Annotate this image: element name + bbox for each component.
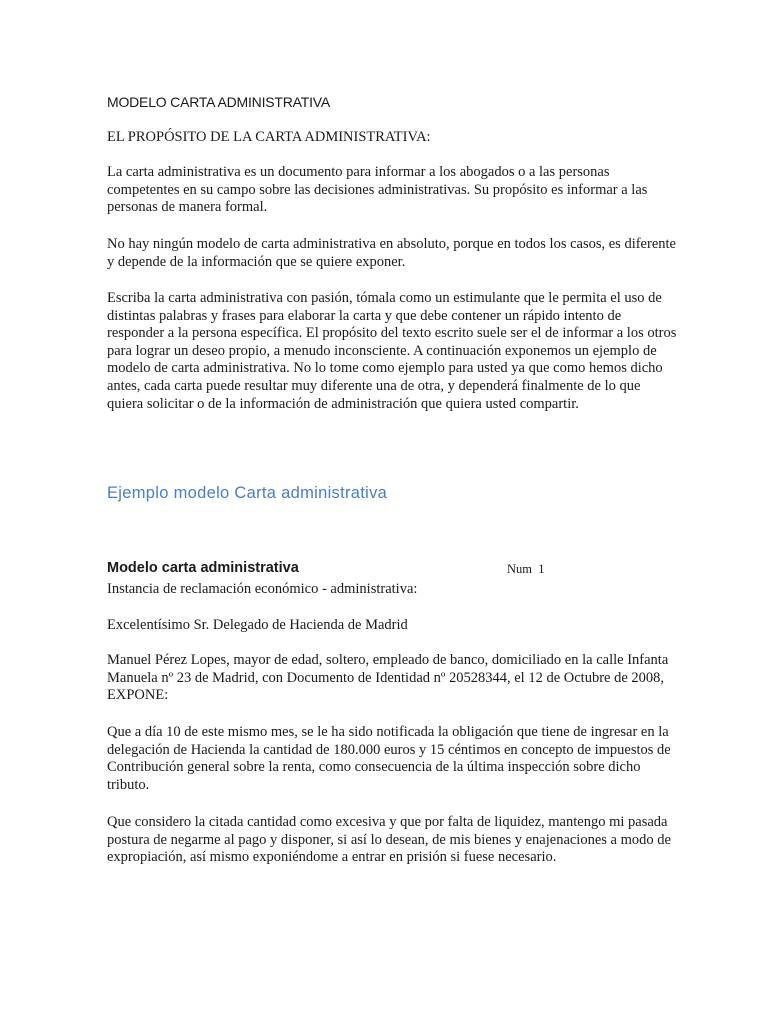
model-subtitle: Instancia de reclamación económico - administrativa:	[107, 581, 418, 597]
paragraph-writing-advice: Escriba la carta administrativa con pasión, tómala como un estimulante que le permita el uso de distintas palabras y frases para elaborar la carta y que debe contener un rápido intento de responder a la persona específica. El propósito del texto escrito suele ser el de informar a los otros para lograr un deseo propio, a menudo inconsciente. A continuación exponemos un ejemplo de modelo de carta administrativa. No lo tome como ejemplo para usted ya que como hemos dicho antes, cada carta puede resultar muy diferente una de otra, y dependerá finalmente de lo que quiera solicitar o de la información de administración que quiera usted compartir.	[107, 290, 677, 412]
model-paragraph-sender: Manuel Pérez Lopes, mayor de edad, soltero, empleado de banco, domiciliado en la calle Infanta Manuela nº 23 de Madrid, con Documento de Identidad nº 20528344, el 12 de Octubre de 2008, EXPONE:	[107, 652, 669, 704]
paragraph-no-model: No hay ningún modelo de carta administrativa en absoluto, porque en todos los casos, es diferente y depende de la información que se quiere exponer.	[107, 236, 676, 270]
paragraph-intro: La carta administrativa es un documento para informar a los abogados o a las personas competentes en su campo sobre las decisiones administrativas. Su propósito es informar a las personas de manera formal.	[107, 164, 648, 216]
model-title: Modelo carta administrativa	[107, 560, 299, 576]
document-title: MODELO CARTA ADMINISTRATIVA	[107, 94, 331, 110]
section-heading: Ejemplo modelo Carta administrativa	[107, 484, 388, 502]
model-number-label: Num 1	[507, 562, 545, 576]
model-paragraph-position: Que considero la citada cantidad como excesiva y que por falta de liquidez, mantengo mi pasada postura de negarme al pago y disponer, si así lo desean, de mis bienes y enajenaciones a modo de expropiación, así mismo exponiéndome a entrar en prisión si fuese necesario.	[107, 814, 671, 866]
model-paragraph-notification: Que a día 10 de este mismo mes, se le ha sido notificada la obligación que tiene de ingresar en la delegación de Hacienda la cantidad de 180.000 euros y 15 céntimos en concepto de impuestos de Contribución general sobre la renta, como consecuencia de la última inspección sobre dicho tributo.	[107, 724, 671, 793]
purpose-heading: EL PROPÓSITO DE LA CARTA ADMINISTRATIVA:	[107, 129, 431, 145]
model-addressee: Excelentísimo Sr. Delegado de Hacienda de Madrid	[107, 617, 408, 633]
